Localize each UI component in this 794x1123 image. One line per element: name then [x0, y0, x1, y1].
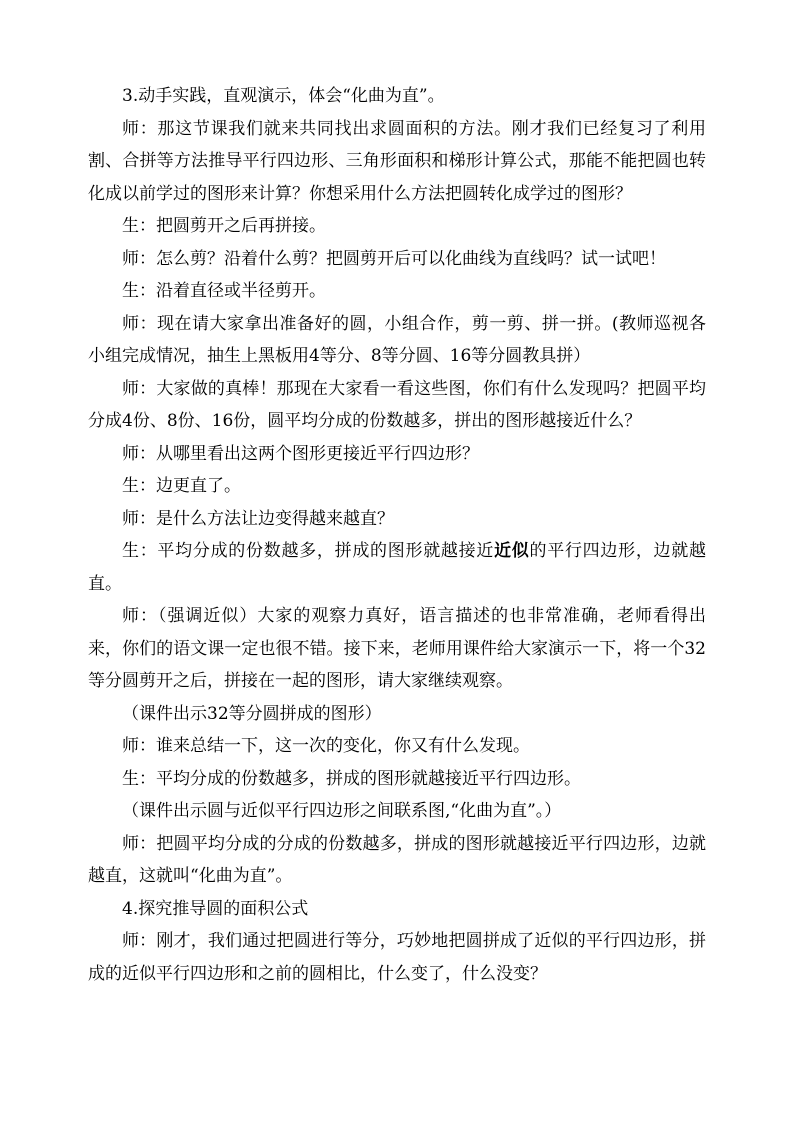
paragraph: 生：把圆剪开之后再拼接。	[122, 216, 326, 236]
section-heading-3: 3.动手实践，直观演示，体会“化曲为直”。	[122, 86, 445, 106]
paragraph: 生：平均分成的份数越多，拼成的图形就越接近平行四边形。	[122, 768, 581, 789]
paragraph: （课件出示圆与近似平行四边形之间联系图,“化曲为直”。）	[122, 801, 562, 821]
text-segment: 的平行四边形，边就越直。	[88, 541, 706, 594]
paragraph: 师：现在请大家拿出准备好的圆，小组合作，剪一剪、拼一拼。(教师巡视各小组完成情况，抽生上黑板用4等分、8等分圆、16等分圆教具拼）	[88, 313, 706, 366]
paragraph: 师：大家做的真棒！那现在大家看一看这些图，你们有什么发现吗？把圆平均分成4份、8份、16份，圆平均分成的份数越多，拼出的图形越接近什么？	[88, 378, 706, 431]
emphasis-text: 近似	[494, 541, 530, 561]
paragraph: 生：边更直了。	[122, 476, 241, 496]
paragraph: 师：把圆平均分成的分成的份数越多，拼成的图形就越接近平行四边形，边就越直，这就叫“化曲为直”。	[88, 833, 706, 886]
paragraph: 师：刚才，我们通过把圆进行等分，巧妙地把圆拼成了近似的平行四边形，拼成的近似平行四边形和之前的圆相比，什么变了，什么没变？	[88, 931, 706, 984]
paragraph: 师：从哪里看出这两个图形更接近平行四边形？	[122, 443, 479, 464]
paragraph: 师：（强调近似）大家的观察力真好，语言描述的也非常准确，老师看得出来，你们的语文课一定也很不错。接下来，老师用课件给大家演示一下，将一个32等分圆剪开之后，拼接在一起的图形，请大家继续观察。	[88, 606, 706, 691]
paragraph-with-emphasis	[88, 535, 706, 600]
paragraph: 师：怎么剪？沿着什么剪？把圆剪开后可以化曲线为直线吗？试一试吧！	[122, 248, 666, 269]
paragraph: 生：沿着直径或半径剪开。	[122, 281, 326, 301]
section-heading-4: 4.探究推导圆的面积公式	[122, 898, 309, 919]
paragraph: （课件出示32等分圆拼成的图形）	[122, 703, 382, 724]
paragraph: 师：是什么方法让边变得越来越直？	[122, 508, 394, 529]
paragraph: 师：那这节课我们就来共同找出求圆面积的方法。刚才我们已经复习了利用割、合拼等方法推导平行四边形、三角形面积和梯形计算公式，那能不能把圆也转化成以前学过的图形来计算？你想采用什么方法把圆转化成学过的图形？	[88, 118, 706, 204]
paragraph: 师：谁来总结一下，这一次的变化，你又有什么发现。	[122, 736, 530, 756]
text-segment: 生：平均分成的份数越多，拼成的图形就越接近	[122, 541, 495, 561]
